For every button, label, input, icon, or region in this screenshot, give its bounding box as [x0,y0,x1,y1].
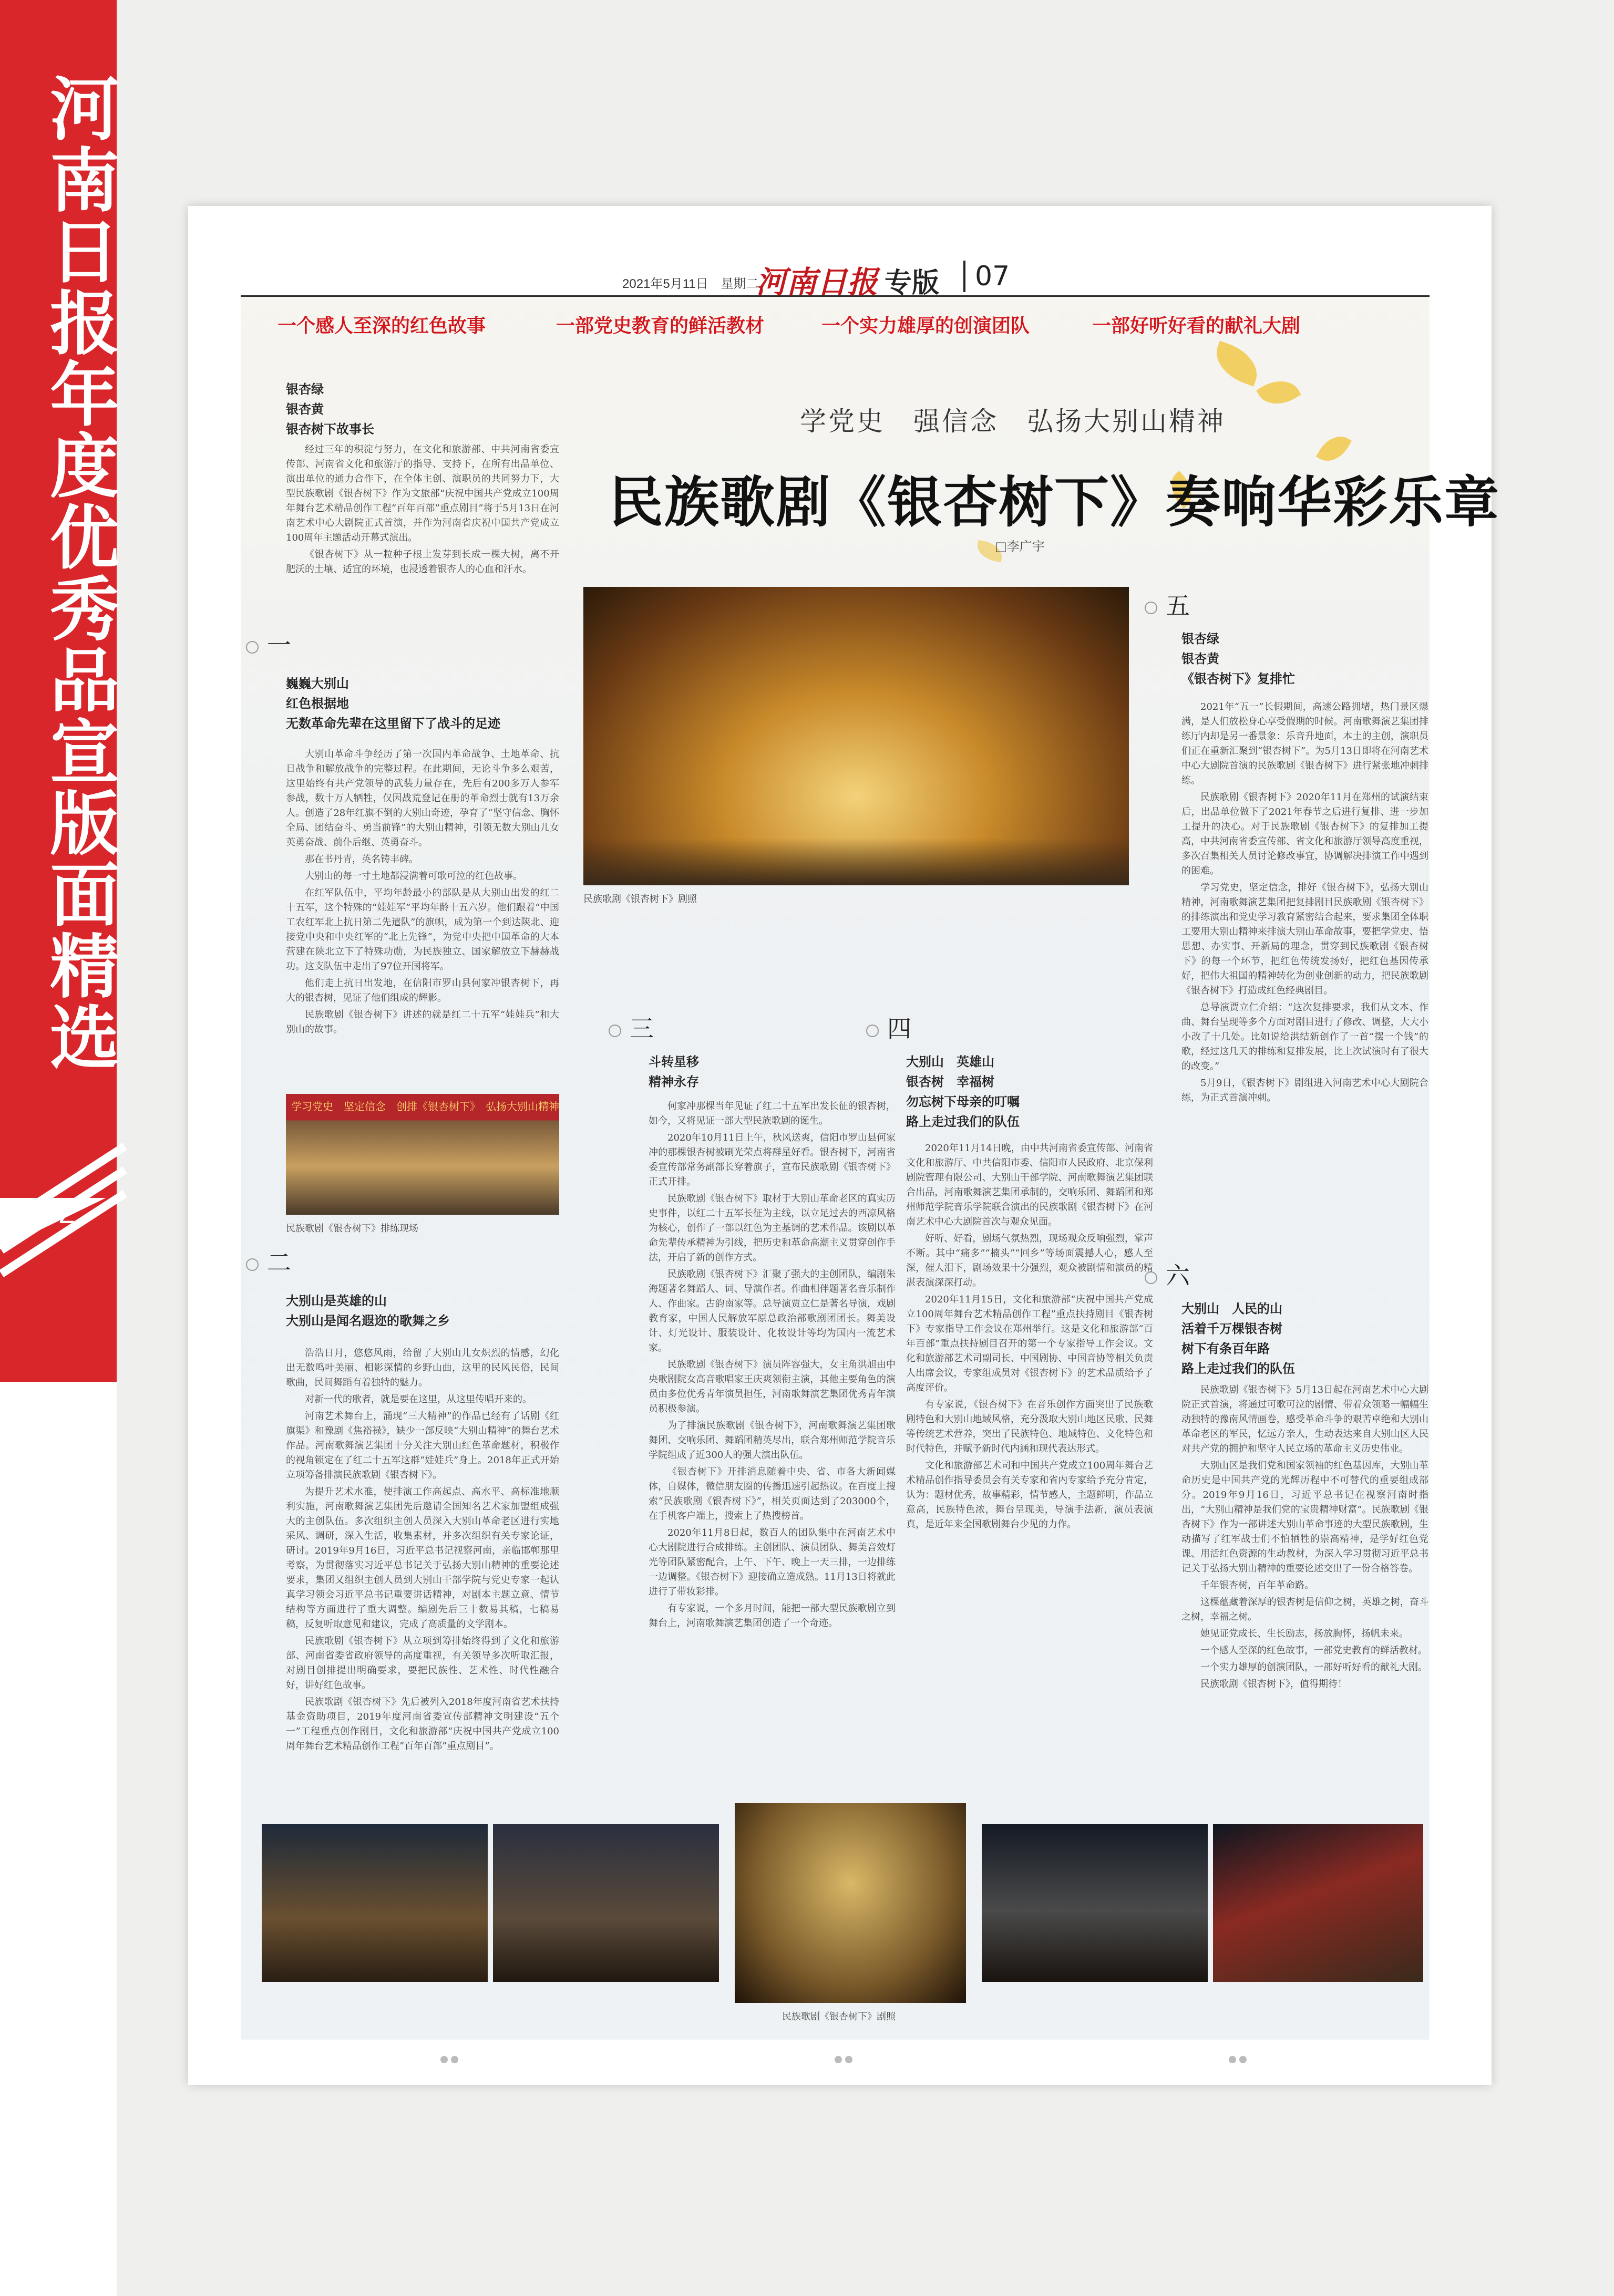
main-stage-photo [583,587,1129,885]
section-number: 五 [1145,587,1190,622]
paragraph: 在红军队伍中，平均年龄最小的部队是从大别山出发的红二十五军，这个特殊的“娃娃军”平均年龄十五六岁。他们跟着“中国工农红军北上抗日第二先遣队”的旗帜，成为第一个到达陕北、迎接党中央和中央红军的“北上先锋”，为党中央把中国革命的大本营建在陕北立下了特殊功勋，为民族独立、国家解放立下赫赫战功。这支队伍中走出了97位开国将军。 [286,887,559,972]
section-label: 专版 [885,267,940,299]
issue-date: 2021年5月11日 星期二 [622,277,759,291]
paragraph: 大别山的每一寸土地都浸满着可歌可泣的红色故事。 [305,871,522,882]
paragraph: 《银杏树下》开排消息随着中央、省、市各大新闻媒体，自媒体，微信朋友圈的传播迅速引起热议。在百度上搜索“民族歌剧《银杏树下》”，相关页面达到了203000个，在手机客户端上，搜索上了热搜榜首。 [649,1466,896,1522]
slogan: 一部好听好看的献礼大剧 [1092,315,1301,337]
side-ribbon [0,0,117,2296]
paragraph: 2020年11月15日，文化和旅游部“庆祝中国共产党成立100周年舞台艺术精品创作工程”重点扶持剧目《银杏树下》专家指导工作会议在郑州举行。这是文化和旅游部“百年百部”重点扶持剧目召开的第一个专家指导工作会议。文化和旅游部艺术司副司长、中国剧协、中国音协等相关负责人出席会议，专家组成员对《银杏树下》的艺术品质给予了高度评价。 [906,1294,1153,1393]
section-heading: 大别山是英雄的山 大别山是闻名遐迩的歌舞之乡 [286,1294,450,1328]
stage-photo [982,1824,1208,1982]
page-dots[interactable] [1229,2055,1260,2065]
paragraph: 2020年10月11日上午，秋风送爽，信阳市罗山县何家冲的那棵银杏树被刷光荣点将群星好看。银杏树下，河南省委宣传部常务副部长穿着旗子，宣布民族歌剧《银杏树下》正式开排。 [649,1132,896,1187]
paragraph: 为提升艺术水准，使排演工作高起点、高水平、高标准地顺利实施，河南歌舞演艺集团先后邀请全国知名艺术家加盟组成强大的主创队伍。多次组织主创人员深入大别山革命老区进行实地采风、调研，深入生活，收集素材，并多次组织有关专家论证，研讨。2019年9月16日，习近平总书记视察河南，亲临邯郸那里考察，为贯彻落实习近平总书记关于弘扬大别山精神的重要论述要求，集团又组织主创人员到大别山干部学院与党史专家一起认真学习领会习近平总书记重要讲话精神，对剧本主题立意、情节结构等方面进行了重大调整。编剧先后三十数易其稿，七稿易稿，反复听取意见和建议，完成了高质量的文学剧本。 [286,1486,559,1630]
section-number: 四 [866,1010,911,1044]
stage-photo [493,1824,719,1982]
paragraph: 民族歌剧《银杏树下》5月13日起在河南艺术中心大剧院正式首演，将通过可歌可泣的剧情、带着众领略一幅幅生动独特的豫南风情画卷，感受革命斗争的艰苦卓绝和大别山革命老区的军民，忆远方亲人，生动表达来自大别山区人民对共产党的拥护和坚守人民立场的革命主义历史伟业。 [1181,1384,1428,1454]
paragraph: 民族歌剧《银杏树下》先后被列入2018年度河南省艺术扶持基金资助项目，2019年度河南省委宣传部精神文明建设“五个一”工程重点创作剧目，文化和旅游部“庆祝中国共产党成立100周年舞台艺术精品创作工程”百年百部”重点剧目”。 [286,1697,559,1752]
page-dots[interactable] [440,2055,472,2065]
paragraph: 大别山区是我们党和国家领袖的红色基因库，大别山革命历史是中国共产党的光辉历程中不可替代的重要组成部分。2019年9月16日，习近平总书记在视察河南时指出，“大别山精神是我们党的宝贵精神财富”。民族歌剧《银杏树下》作为一部讲述大别山革命事迹的大型民族歌剧，生动描写了红军战士们不怕牺牲的崇高精神，是学好红色党课、用活红色资源的生动教材，为深入学习贯彻习近平总书记关于弘扬大别山精神的重要论述交出了一份合格答卷。 [1181,1460,1428,1574]
section-text [286,1346,559,1866]
section-text [649,1099,896,1819]
paragraph: 2021年“五一”长假期间，高速公路拥堵，热门景区爆满，是人们放松身心享受假期的时候。河南歌舞演艺集团排练厅内却是另一番景象：乐音升地面，本土的主创，演职员们正在重新汇聚到“银杏树下”。为5月13日即将在河南艺术中心大剧院首演的民族歌剧《银杏树下》进行紧张地冲刺排练。 [1181,701,1428,786]
paragraph: 经过三年的积淀与努力，在文化和旅游部、中共河南省委宣传部、河南省文化和旅游厅的指导、支持下，在所有出品单位、演出单位的通力合作下，在全体主创、演职员的共同努力下，大型民族歌剧《银杏树下》作为文旅部“庆祝中国共产党成立100周年舞台艺术精品创作工程”百年百部”重点剧目”将于5月13日在河南艺术中心大剧院正式首演，并作为河南省庆祝中国共产党成立100周年主题活动开幕式演出。 [286,444,559,543]
paragraph: 一个感人至深的红色故事，一部党史教育的鲜活教材。 [1200,1645,1427,1656]
photo-banner-text: 学习党史 坚定信念 创排《银杏树下》 弘扬大别山精神 [291,1100,559,1113]
paragraph: 他们走上抗日出发地，在信阳市罗山县何家冲银杏树下，再大的银杏树，见证了他们组成的辉影。 [286,978,559,1004]
paragraph: 对新一代的歌者，就是要在这里，从这里传唱开来的。 [305,1394,532,1405]
section-number: 一 [246,626,291,661]
stage-photo [262,1824,488,1982]
paragraph: 大别山革命斗争经历了第一次国内革命战争、土地革命、抗日战争和解放战争的完整过程。在此期间，无论斗争多么艰苦，这里始终有共产党领导的武装力量存在，先后有200多万人参军参战，数十万人牺牲，仅因战荒登记在册的革命烈士就有13万余人。创造了28年红旗不倒的大别山奇迹，孕育了“坚守信念、胸怀全局、团结奋斗、勇当前锋”的大别山精神，引领无数大别山儿女英勇奋战、前仆后继、英勇奋斗。 [286,749,559,848]
section-heading: 大别山 英雄山 银杏树 幸福树 勿忘树下母亲的叮嘱 路上走过我们的队伍 [906,1054,1020,1129]
photo-caption: 民族歌剧《银杏树下》排练现场 [286,1223,418,1234]
paragraph: 好听、好看，剧场气氛热烈，现场观众反响强烈，掌声不断。其中“痛多”“楠头”“回乡”等场面震撼人心，感人至深，催人泪下，剧场效果十分强烈，观众被剧情和演员的精湛表演深深打动。 [906,1233,1153,1288]
paragraph: 民族歌剧《银杏树下》取材于大别山革命老区的真实历史事件，以红二十五军长征为主线，以立足过去的西凉风格为核心，创作了一部以红色为主基调的艺术作品。该剧以革命先辈传承精神为引线，把历史和革命高潮主义贯穿创作手法，开启了新的创作方式。 [649,1193,896,1263]
slogan: 一部党史教育的鲜活教材 [556,315,765,337]
paragraph: 总导演贾立仁介绍：“这次复排要求，我们从文本、作曲、舞台呈现等多个方面对剧目进行了修改、调整，大大小小改了十几处。比如说给洪结新创作了一首“摆一个钱”的歌，经过这几天的排练和复排发展，比上次试演时有了很大的改变。” [1181,1002,1428,1072]
section-number: 二 [246,1244,291,1278]
intro-text [286,442,559,616]
masthead [241,253,1430,300]
section-text [286,747,559,1078]
section-number: 三 [609,1010,654,1044]
intro-heading: 银杏绿 银杏黄 银杏树下故事长 [286,382,374,437]
paragraph: 何家冲那棵当年见证了红二十五军出发长征的银杏树，如今，又将见证一部大型民族歌剧的诞生。 [649,1101,896,1126]
paragraph: 文化和旅游部艺术司和中国共产党成立100周年舞台艺术精品创作指导委员会有关专家和省内专家给予充分肯定，认为：题材优秀，故事精彩，情节感人，主题鲜明，作品立意高，民族特色浓，舞台呈现美，导演手法新，演员表演真，是近年来全国歌剧舞台少见的力作。 [906,1460,1153,1530]
byline: □李广宇 [995,539,1045,554]
section-heading: 巍巍大别山 红色根据地 无数革命先辈在这里留下了战斗的足迹 [286,676,500,731]
paragraph: 这棵蕴藏着深厚的银杏树是信仰之树，英雄之树，奋斗之树，幸福之树。 [1181,1597,1428,1622]
section-heading: 斗转星移 精神永存 [649,1054,699,1089]
paragraph: 有专家说，《银杏树下》在音乐创作方面突出了民族歌剧特色和大别山地域风格，充分汲取大别山地区民歌、民舞等传统艺术营养，突出了民族特色、地域特色、文化特色和时代特色，并赋予新时代内涵和现代表达形式。 [906,1399,1153,1454]
section-heading: 大别山 人民的山 活着千万棵银杏树 树下有条百年路 路上走过我们的队伍 [1181,1301,1295,1376]
photo-caption: 民族歌剧《银杏树下》剧照 [782,2011,896,2022]
paragraph: 民族歌剧《银杏树下》2020年11月在郑州的试演结束后，出品单位做下了2021年春节之后进行复排、进一步加工提升的决心。对于民族歌剧《银杏树下》的复排加工提高，中共河南省委宣传部、省文化和旅游厅领导高度重视，多次召集相关人员讨论修改事宜，协调解决排演工作中遇到的困难。 [1181,792,1428,876]
page-number: 02 [41,1196,76,1230]
slogan: 一个实力雄厚的创演团队 [821,315,1030,337]
page-label: 07 [963,261,1010,292]
section-text [1181,1383,1428,1829]
paragraph: 民族歌剧《银杏树下》讲述的就是红二十五军“娃娃兵”和大别山的故事。 [286,1009,559,1035]
paragraph: 那在书丹青，英名铸丰碑。 [305,854,418,865]
paragraph: 有专家说，一个多月时间，能把一部大型民族歌剧立到舞台上，河南歌舞演艺集团创造了一个奇迹。 [649,1603,896,1629]
newspaper-page [188,206,1500,2085]
ribbon-title: 河南日报年度优秀品宣版面精选 [38,73,119,1073]
paragraph: 河南艺术舞台上，涌现“三大精神”的作品已经有了话剧《红旗渠》和豫剧《焦裕禄》，缺少一部反映“大别山精神”的舞台艺术作品。河南歌舞演艺集团十分关注大别山红色革命题材，积极作的视角锁定在了红二十五军这群“娃娃兵”身上。2018年正式开始立项筹备排演民族歌剧《银杏树下》。 [286,1411,559,1481]
paragraph: 她见证党成长、生长励志，扬放胸怀，扬帆未来。 [1200,1628,1409,1639]
stage-photo [1213,1824,1423,1982]
paragraph: 浩浩日月，悠悠风雨，给留了大别山儿女炽烈的情感，幻化出无数鸣叶美丽、相影深情的乡野山曲，这里的民风民俗，民间歌曲，民间舞蹈有着独特的魅力。 [286,1348,559,1388]
paragraph: 《银杏树下》从一粒种子根土发芽到长成一棵大树，离不开肥沃的土壤、适宜的环境，也浸透着银杏人的心血和汗水。 [286,549,559,575]
headline: 民族歌剧《银杏树下》奏响华彩乐章 [609,470,1500,534]
section-text [906,1141,1153,1819]
paragraph: 民族歌剧《银杏树下》演员阵容强大，女主角洪旭由中央歌剧院女高音歌唱家王庆爽领衔主演，其他主要角色的演员由多位优秀青年演员担任，河南歌舞演艺集团优秀青年演员积极参演。 [649,1359,896,1414]
newspaper-logo: 河南日报 [756,264,878,300]
stage-photo-center [735,1803,966,2003]
rehearsal-photo [286,1094,559,1215]
paragraph: 一个实力雄厚的创演团队，一部好听好看的献礼大剧。 [1200,1662,1427,1673]
slogan: 一个感人至深的红色故事 [277,315,486,337]
paragraph: 2020年11月8日起，数百人的团队集中在河南艺术中心大剧院进行合成排练。主创团队、演员团队、舞美音效灯光等团队紧密配合，上午、下午、晚上一天三排，一边排练一边调整。《银杏树下》迎接确立造成熟。11月13日将就此进行了带妆彩排。 [649,1527,896,1597]
paragraph: 学习党史，坚定信念，排好《银杏树下》，弘扬大别山精神，河南歌舞演艺集团把复排剧目民族歌剧《银杏树下》的排练演出和党史学习教育紧密结合起来，要求集团全体职工要用大别山精神来排演大别山革命故事，要把学党史、悟思想、办实事、开新局的理念，贯穿到民族歌剧《银杏树下》的每一个环节，把红色传统发扬好，把红色基因传承好，把伟大祖国的精神转化为创业创新的动力，把民族歌剧《银杏树下》打造成红色经典剧目。 [1181,882,1428,996]
kicker: 学党史 强信念 弘扬大别山精神 [800,406,1226,437]
page-dots[interactable] [835,2055,866,2065]
paragraph: 民族歌剧《银杏树下》，值得期待！ [1200,1679,1347,1690]
paragraph: 民族歌剧《银杏树下》从立项到筹排始终得到了文化和旅游部、河南省委省政府领导的高度重视，有关领导多次听取汇报，对剧目创排提出明确要求，要把民族性、艺术性、时代性融合好，讲好红色故事。 [286,1636,559,1691]
paragraph: 2020年11月14日晚，由中共河南省委宣传部、河南省文化和旅游厅、中共信阳市委、信阳市人民政府、北京保利剧院管理有限公司、大别山干部学院、河南歌舞演艺集团联合出品，河南歌舞演艺集团承制的，交响乐团、舞蹈团和郑州师范学院音乐学院联合演出的民族歌剧《银杏树下》在河南艺术中心大剧院首次与观众见面。 [906,1143,1153,1227]
section-heading: 银杏绿 银杏黄 《银杏树下》复排忙 [1181,632,1295,686]
paragraph: 民族歌剧《银杏树下》汇聚了强大的主创团队，编剧朱海题著名舞蹈人、词、导演作者。作曲相伴题著名音乐制作人、作曲家。古韵南家等。总导演贾立仁是著名导演，戏剧教育家，中国人民解放军原总政治部歌剧团团长。舞美设计、灯光设计、服装设计、化妆设计等均为国内一流艺术家。 [649,1269,896,1353]
paragraph: 为了排演民族歌剧《银杏树下》，河南歌舞演艺集团歌舞团、交响乐团、舞蹈团精英尽出，联合郑州师范学院音乐学院组成了近300人的强大演出队伍。 [649,1420,896,1461]
slogan-bar [241,311,1430,343]
photo-caption: 民族歌剧《银杏树下》剧照 [583,894,697,905]
paragraph: 5月9日，《银杏树下》剧组进入河南艺术中心大剧院合练，为正式首演冲刺。 [1181,1078,1428,1103]
paragraph: 千年银杏树，百年革命路。 [1200,1580,1314,1591]
section-number: 六 [1145,1257,1190,1291]
